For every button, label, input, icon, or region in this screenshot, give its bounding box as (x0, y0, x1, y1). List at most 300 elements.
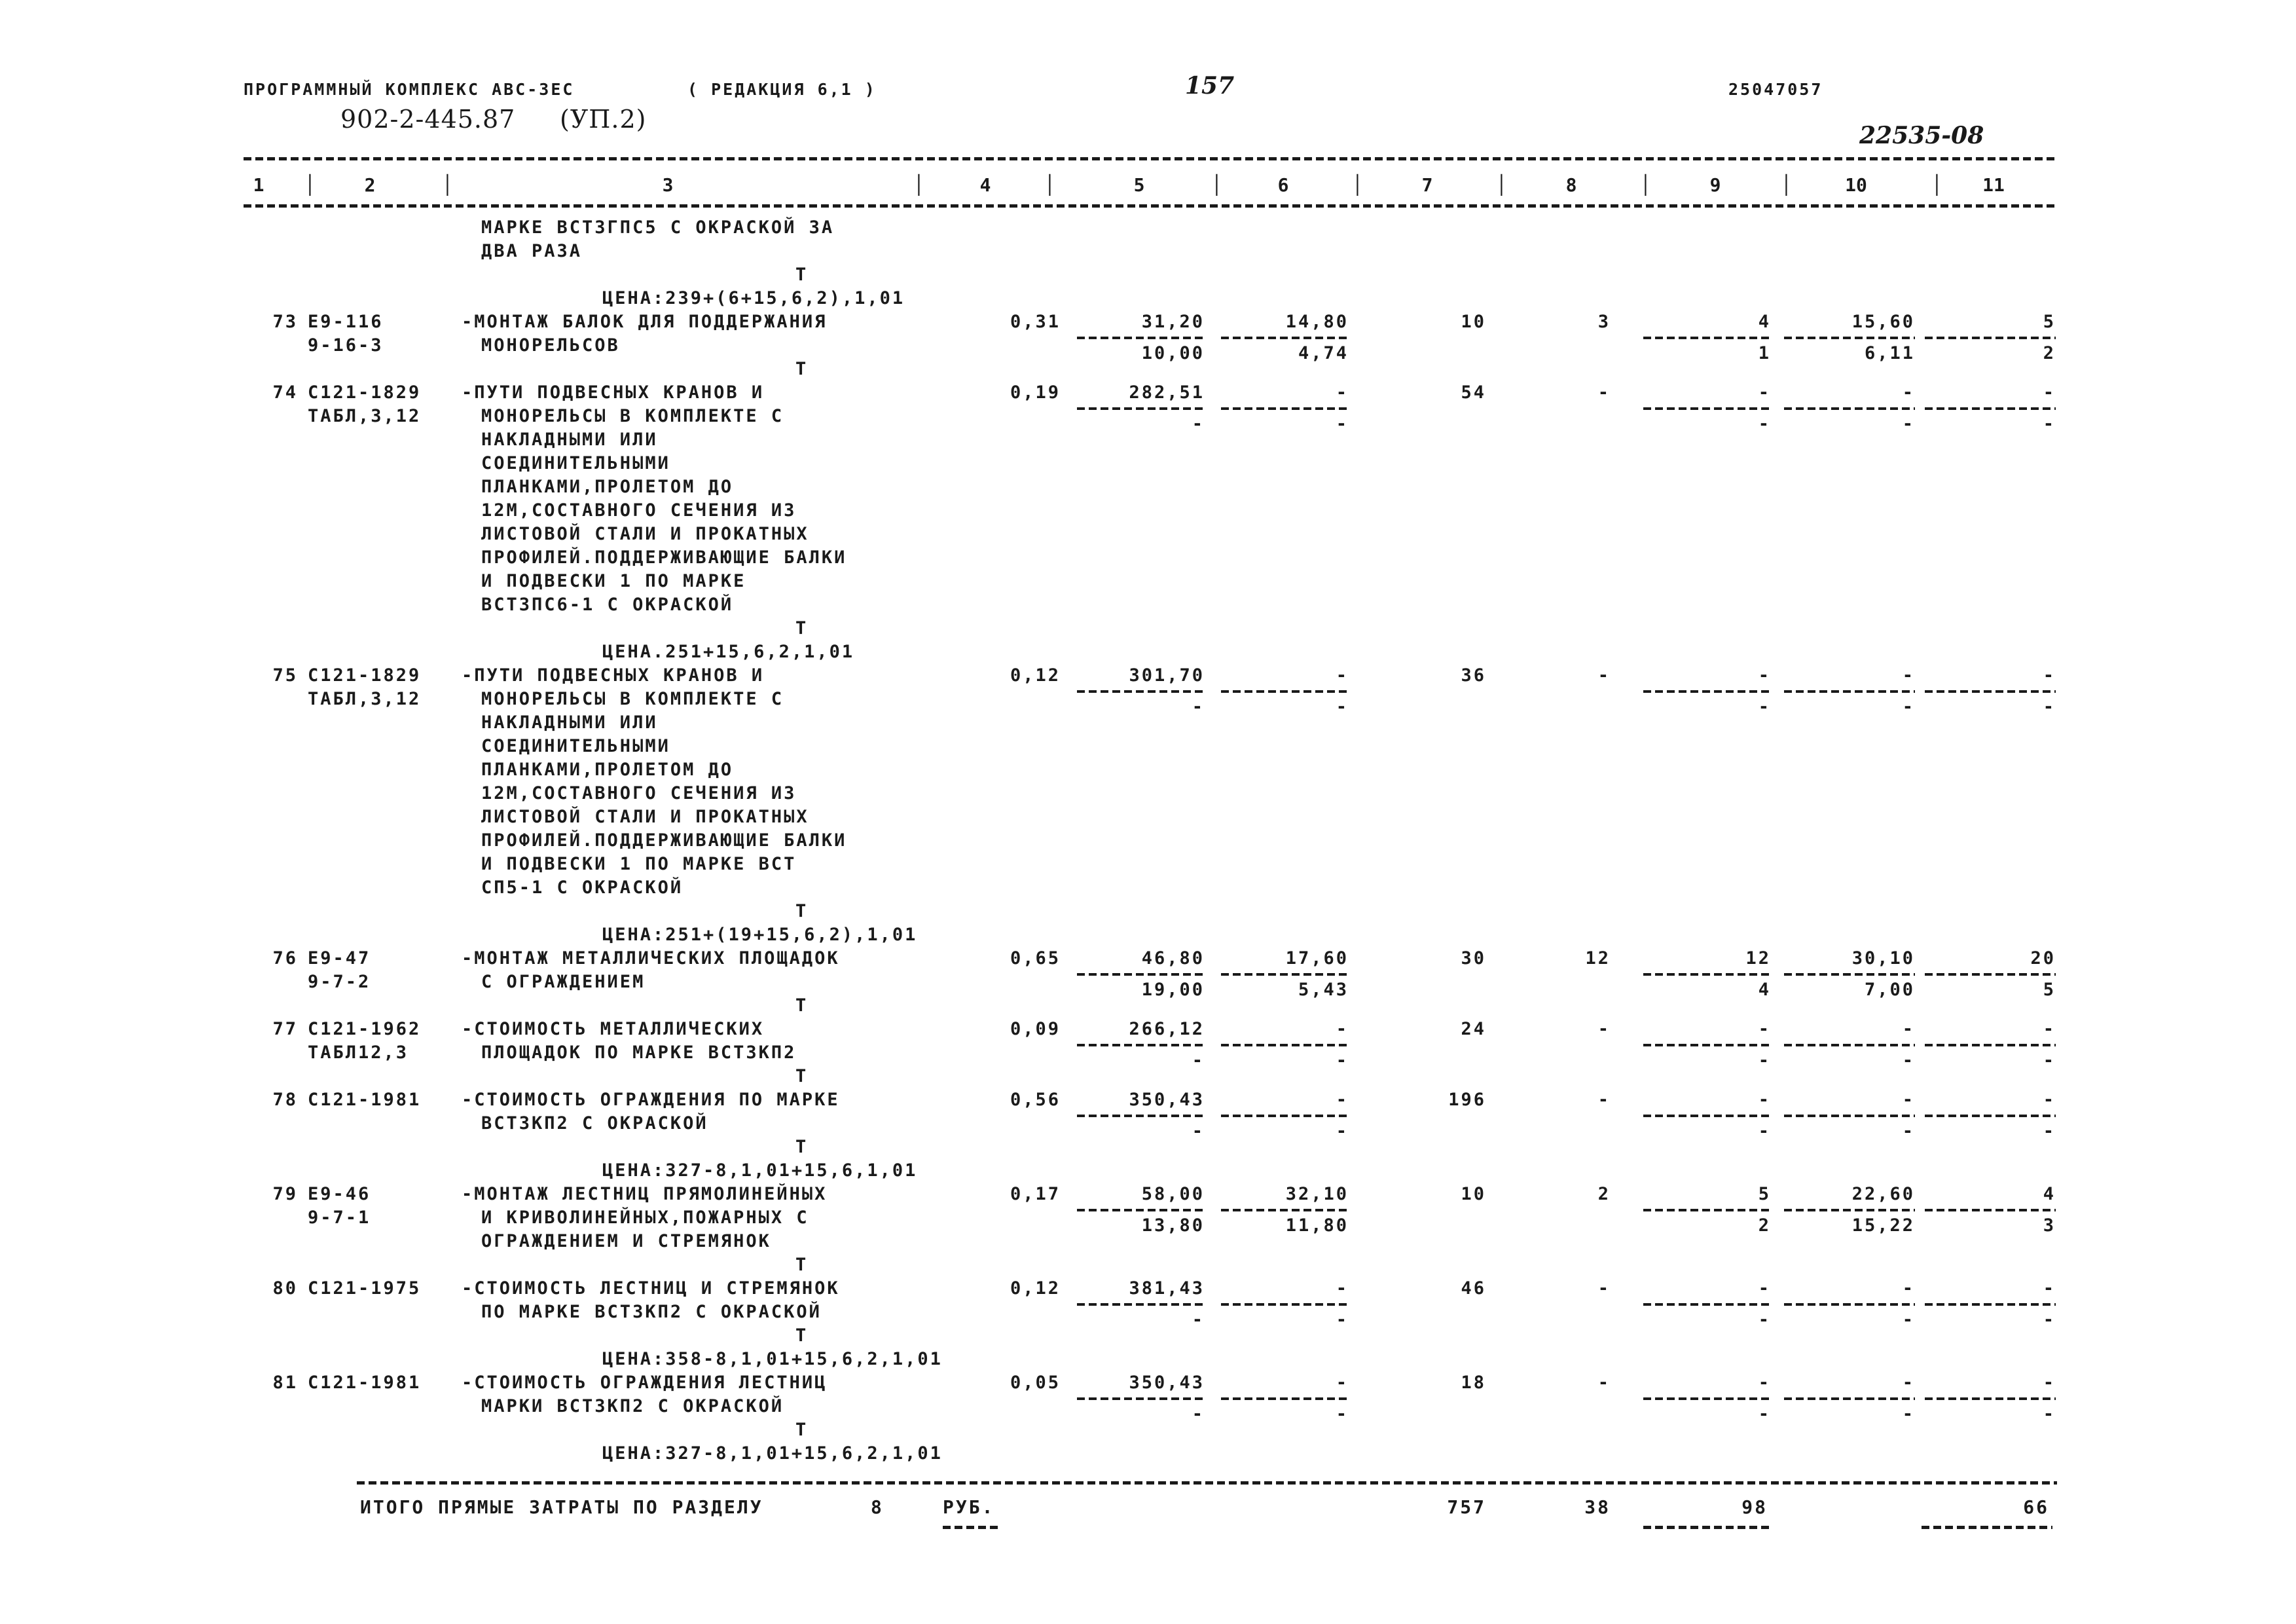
cost-col5-rule (1077, 973, 1205, 976)
table-row (0, 216, 2296, 310)
description-line: ПРОФИЛЕЙ.ПОДДЕРЖИВАЮЩИЕ БАЛКИ (481, 547, 847, 568)
description-line: И ПОДВЕСКИ 1 ПО МАРКЕ (481, 571, 746, 591)
column-separator: │ (1496, 174, 1507, 196)
row-number: 75 (272, 665, 298, 686)
row-number: 79 (272, 1184, 298, 1204)
cost-col5-value: 31,20 (1141, 312, 1205, 332)
value-col9 (1643, 1183, 1771, 1238)
column-number: 4 (979, 174, 991, 196)
row-number: 73 (272, 312, 298, 332)
value-col10-value-2: - (1902, 1050, 1915, 1071)
total-col11-rule (1922, 1526, 2052, 1529)
total-unit: РУБ. (943, 1496, 995, 1518)
description-line: МОНОРЕЛЬСЫ В КОМПЛЕКТЕ С (481, 406, 784, 426)
value-col8: 12 (1585, 948, 1611, 969)
cost-col6-value-2: - (1336, 1050, 1349, 1071)
value-col9-value: 12 (1745, 948, 1771, 969)
value-col9 (1643, 1088, 1771, 1143)
value-col10-value: 22,60 (1851, 1184, 1915, 1204)
norm-code: С121-1962 (308, 1019, 422, 1039)
header-bottom-rule (244, 204, 2057, 208)
value-col7: 10 (1461, 1184, 1486, 1204)
value-col11-value: - (2043, 1090, 2056, 1110)
unit-marker: Т (795, 618, 809, 638)
norm-code: С121-1829 (308, 665, 422, 686)
table-row (0, 1088, 2296, 1183)
value-col11-rule (1925, 407, 2056, 410)
unit-marker: Т (795, 995, 809, 1016)
value-col9-value-2: - (1758, 697, 1771, 717)
description-line: ВСТ3ПС6-1 С ОКРАСКОЙ (481, 595, 734, 615)
cost-col6 (1221, 381, 1349, 436)
cost-col5-value-2: 19,00 (1141, 980, 1205, 1000)
cost-col6-value: 14,80 (1285, 312, 1349, 332)
row-number: 80 (272, 1278, 298, 1299)
cost-col6-value-2: - (1336, 1310, 1349, 1330)
cost-col6-value: - (1336, 382, 1349, 403)
price-formula: ЦЕНА.251+15,6,2,1,01 (602, 642, 855, 662)
column-separator: │ (1931, 174, 1942, 196)
value-col7: 54 (1461, 382, 1486, 403)
value-col11-value: 5 (2043, 312, 2056, 332)
description-line: СП5-1 С ОКРАСКОЙ (481, 877, 683, 898)
description-line: СОЕДИНИТЕЛЬНЫМИ (481, 453, 670, 473)
value-col10-value: - (1902, 1019, 1915, 1039)
quantity-col4: 0,12 (1010, 1278, 1061, 1299)
value-col9 (1643, 1371, 1771, 1426)
value-col10-rule (1784, 1209, 1915, 1211)
cost-col5-value-2: - (1192, 697, 1205, 717)
price-formula: ЦЕНА:358-8,1,01+15,6,2,1,01 (602, 1349, 943, 1369)
cost-col6 (1221, 1371, 1349, 1426)
column-number: 1 (253, 174, 264, 196)
description-line: -МОНТАЖ ЛЕСТНИЦ ПРЯМОЛИНЕЙНЫХ (462, 1184, 828, 1204)
description-line: И КРИВОЛИНЕЙНЫХ,ПОЖАРНЫХ С (481, 1208, 809, 1228)
norm-code-2: 9-7-2 (308, 972, 371, 992)
norm-code-2: ТАБЛ,3,12 (308, 689, 422, 709)
value-col10-value: - (1902, 382, 1915, 403)
page-number: 157 (1185, 72, 1235, 100)
cost-col6-value: - (1336, 1019, 1349, 1039)
quantity-col4: 0,17 (1010, 1184, 1061, 1204)
description-line: -СТОИМОСТЬ ЛЕСТНИЦ И СТРЕМЯНОК (462, 1278, 840, 1299)
table-row (0, 1183, 2296, 1277)
value-col9-rule (1643, 973, 1771, 976)
description-line: -СТОИМОСТЬ МЕТАЛЛИЧЕСКИХ (462, 1019, 765, 1039)
cost-col5-value: 350,43 (1129, 1090, 1205, 1110)
column-separator: │ (1044, 174, 1055, 196)
column-separator: │ (1640, 174, 1651, 196)
value-col10-value-2: - (1902, 414, 1915, 434)
value-col11-value-2: - (2043, 1310, 2056, 1330)
value-col10 (1784, 1183, 1915, 1238)
cost-col5-value-2: - (1192, 1050, 1205, 1071)
cost-col5 (1077, 1371, 1205, 1426)
value-col9-value: - (1758, 665, 1771, 686)
value-col10 (1784, 947, 1915, 1002)
cost-col6 (1221, 1088, 1349, 1143)
value-col11-rule (1925, 690, 2056, 693)
column-separator: │ (1781, 174, 1792, 196)
price-formula: ЦЕНА:327-8,1,01+15,6,1,01 (602, 1160, 918, 1181)
value-col11 (1925, 947, 2056, 1002)
unit-marker: Т (795, 1325, 809, 1346)
edition: ( РЕДАКЦИЯ 6,1 ) (687, 80, 877, 99)
cost-col5-value: 46,80 (1141, 948, 1205, 969)
description-line: СОЕДИНИТЕЛЬНЫМИ (481, 736, 670, 756)
value-col9-value-2: 1 (1758, 343, 1771, 363)
cost-col6-value-2: 4,74 (1298, 343, 1349, 363)
description-line: ПРОФИЛЕЙ.ПОДДЕРЖИВАЮЩИЕ БАЛКИ (481, 830, 847, 851)
quantity-col4: 0,12 (1010, 665, 1061, 686)
value-col11-rule (1925, 1397, 2056, 1400)
total-col7: 757 (1447, 1496, 1486, 1518)
total-col11: 66 (2023, 1496, 2049, 1518)
description-line: ПЛАНКАМИ,ПРОЛЕТОМ ДО (481, 477, 734, 497)
description-line: ОГРАЖДЕНИЕМ И СТРЕМЯНОК (481, 1231, 771, 1251)
value-col10 (1784, 381, 1915, 436)
value-col11-value: - (2043, 665, 2056, 686)
price-formula: ЦЕНА:327-8,1,01+15,6,2,1,01 (602, 1443, 943, 1464)
cost-col6-value-2: - (1336, 414, 1349, 434)
cost-col5 (1077, 1018, 1205, 1073)
value-col10-rule (1784, 337, 1915, 339)
value-col9-value-2: - (1758, 1121, 1771, 1141)
cost-col6-rule (1221, 407, 1349, 410)
value-col11-rule (1925, 973, 2056, 976)
description-line: ЛИСТОВОЙ СТАЛИ И ПРОКАТНЫХ (481, 807, 809, 827)
description-line: 12М,СОСТАВНОГО СЕЧЕНИЯ ИЗ (481, 500, 797, 521)
value-col10 (1784, 1088, 1915, 1143)
value-col9-value-2: - (1758, 1404, 1771, 1424)
column-number: 5 (1133, 174, 1145, 196)
value-col9 (1643, 381, 1771, 436)
value-col11-rule (1925, 1115, 2056, 1117)
value-col9-rule (1643, 1044, 1771, 1046)
total-label: ИТОГО ПРЯМЫЕ ЗАТРАТЫ ПО РАЗДЕЛУ (360, 1496, 763, 1518)
unit-marker: Т (795, 1255, 809, 1275)
quantity-col4: 0,65 (1010, 948, 1061, 969)
description-line: -ПУТИ ПОДВЕСНЫХ КРАНОВ И (462, 382, 765, 403)
column-number: 7 (1421, 174, 1433, 196)
cost-col5-value: 301,70 (1129, 665, 1205, 686)
row-number: 81 (272, 1373, 298, 1393)
unit-marker: Т (795, 1420, 809, 1440)
cost-col6 (1221, 1018, 1349, 1073)
column-number: 3 (662, 174, 674, 196)
cost-col6-value-2: - (1336, 1404, 1349, 1424)
cost-col5 (1077, 664, 1205, 719)
value-col11-value-2: - (2043, 414, 2056, 434)
value-col9-value-2: - (1758, 1310, 1771, 1330)
quantity-col4: 0,31 (1010, 312, 1061, 332)
norm-code-2: 9-16-3 (308, 335, 384, 356)
row-number: 78 (272, 1090, 298, 1110)
value-col11 (1925, 1088, 2056, 1143)
column-number: 6 (1277, 174, 1289, 196)
value-col11-value-2: - (2043, 697, 2056, 717)
description-line: -ПУТИ ПОДВЕСНЫХ КРАНОВ И (462, 665, 765, 686)
value-col9-value: - (1758, 1278, 1771, 1299)
row-number: 74 (272, 382, 298, 403)
cost-col5 (1077, 1183, 1205, 1238)
value-col11 (1925, 381, 2056, 436)
value-col11 (1925, 1371, 2056, 1426)
cost-col6-rule (1221, 1397, 1349, 1400)
value-col11-value: 20 (2030, 948, 2056, 969)
description-line: ПЛОЩАДОК ПО МАРКЕ ВСТ3КП2 (481, 1043, 797, 1063)
value-col9-value: - (1758, 1090, 1771, 1110)
description-line: -МОНТАЖ МЕТАЛЛИЧЕСКИХ ПЛОЩАДОК (462, 948, 840, 969)
cost-col6 (1221, 1277, 1349, 1332)
description-line: МАРКЕ ВСТ3ГПС5 С ОКРАСКОЙ ЗА (481, 217, 835, 238)
value-col10 (1784, 310, 1915, 365)
document-code: 25047057 (1728, 80, 1823, 99)
cost-col5-rule (1077, 1115, 1205, 1117)
cost-col6-rule (1221, 1115, 1349, 1117)
description-line: НАКЛАДНЫМИ ИЛИ (481, 712, 658, 733)
column-separator: │ (442, 174, 453, 196)
value-col10-value: 15,60 (1851, 312, 1915, 332)
cost-col5 (1077, 310, 1205, 365)
value-col11 (1925, 1183, 2056, 1238)
cost-col6-value-2: 5,43 (1298, 980, 1349, 1000)
cost-col6-rule (1221, 690, 1349, 693)
value-col11-value-2: 5 (2043, 980, 2056, 1000)
unit-marker: Т (795, 901, 809, 921)
value-col11-value: - (2043, 1373, 2056, 1393)
volume-label: (УП.2) (560, 105, 647, 134)
table-row (0, 310, 2296, 381)
value-col9-rule (1643, 337, 1771, 339)
cost-col5-rule (1077, 1303, 1205, 1306)
description-line: ДВА РАЗА (481, 241, 583, 261)
cost-col5-rule (1077, 1044, 1205, 1046)
value-col11 (1925, 1018, 2056, 1073)
table-row (0, 664, 2296, 947)
value-col10-value: - (1902, 1373, 1915, 1393)
value-col10-rule (1784, 407, 1915, 410)
cost-col5-value: 58,00 (1141, 1184, 1205, 1204)
value-col9 (1643, 1018, 1771, 1073)
table-row (0, 947, 2296, 1018)
column-number: 11 (1982, 174, 2005, 196)
column-separator: │ (1352, 174, 1363, 196)
value-col11-value-2: - (2043, 1050, 2056, 1071)
table-row (0, 1277, 2296, 1371)
description-line: МОНОРЕЛЬСЫ В КОМПЛЕКТЕ С (481, 689, 784, 709)
quantity-col4: 0,19 (1010, 382, 1061, 403)
norm-code: С121-1981 (308, 1373, 422, 1393)
description-line: ПО МАРКЕ ВСТ3КП2 С ОКРАСКОЙ (481, 1302, 822, 1322)
value-col11-rule (1925, 1044, 2056, 1046)
cost-col6-value-2: - (1336, 1121, 1349, 1141)
total-col9: 98 (1741, 1496, 1768, 1518)
value-col9-rule (1643, 1303, 1771, 1306)
cost-col5-value: 266,12 (1129, 1019, 1205, 1039)
value-col9-value: 5 (1758, 1184, 1771, 1204)
description-line: МАРКИ ВСТ3КП2 С ОКРАСКОЙ (481, 1396, 784, 1416)
cost-col6-value: - (1336, 665, 1349, 686)
norm-code-2: ТАБЛ12,3 (308, 1043, 409, 1063)
value-col11-rule (1925, 337, 2056, 339)
value-col11-value-2: 2 (2043, 343, 2056, 363)
value-col7: 36 (1461, 665, 1486, 686)
value-col7: 46 (1461, 1278, 1486, 1299)
value-col10 (1784, 1277, 1915, 1332)
project-number: 902-2-445.87 (340, 105, 516, 134)
cost-col5-value-2: - (1192, 1121, 1205, 1141)
estimate-table (0, 216, 2296, 1466)
cost-col6-value: - (1336, 1278, 1349, 1299)
cost-col6 (1221, 1183, 1349, 1238)
unit-marker: Т (795, 1066, 809, 1086)
total-col9-rule (1643, 1526, 1771, 1529)
column-number: 9 (1709, 174, 1721, 196)
norm-code: Е9-47 (308, 948, 371, 969)
table-row (0, 1371, 2296, 1466)
table-row (0, 381, 2296, 664)
cost-col5-value: 350,43 (1129, 1373, 1205, 1393)
value-col11-value: 4 (2043, 1184, 2056, 1204)
cost-col5-rule (1077, 407, 1205, 410)
cost-col6-value: 32,10 (1285, 1184, 1349, 1204)
value-col8: - (1597, 382, 1611, 403)
cost-col5 (1077, 1277, 1205, 1332)
value-col9 (1643, 947, 1771, 1002)
value-col10 (1784, 1018, 1915, 1073)
value-col10-value-2: 7,00 (1864, 980, 1915, 1000)
inventory-number: 22535-08 (1859, 122, 1984, 149)
cost-col6-rule (1221, 973, 1349, 976)
column-separator: │ (913, 174, 924, 196)
cost-col6-rule (1221, 1044, 1349, 1046)
value-col7: 30 (1461, 948, 1486, 969)
value-col11 (1925, 1277, 2056, 1332)
value-col9 (1643, 1277, 1771, 1332)
cost-col6-value: 17,60 (1285, 948, 1349, 969)
value-col7: 10 (1461, 312, 1486, 332)
value-col11-value-2: - (2043, 1121, 2056, 1141)
table-row (0, 1018, 2296, 1088)
quantity-col4: 0,56 (1010, 1090, 1061, 1110)
value-col9-value-2: - (1758, 1050, 1771, 1071)
value-col7: 196 (1448, 1090, 1486, 1110)
value-col9-value: 4 (1758, 312, 1771, 332)
cost-col5-rule (1077, 1397, 1205, 1400)
value-col11-value: - (2043, 1019, 2056, 1039)
value-col10-value-2: - (1902, 1310, 1915, 1330)
cost-col6 (1221, 310, 1349, 365)
description-line: И ПОДВЕСКИ 1 ПО МАРКЕ ВСТ (481, 854, 797, 874)
cost-col5-rule (1077, 1209, 1205, 1211)
cost-col6-value-2: - (1336, 697, 1349, 717)
value-col10-value-2: 6,11 (1864, 343, 1915, 363)
description-line: 12М,СОСТАВНОГО СЕЧЕНИЯ ИЗ (481, 783, 797, 803)
value-col7: 18 (1461, 1373, 1486, 1393)
column-separator: │ (304, 174, 316, 196)
cost-col6-value: - (1336, 1090, 1349, 1110)
price-formula: ЦЕНА:251+(19+15,6,2),1,01 (602, 925, 918, 945)
value-col10-value-2: 15,22 (1851, 1215, 1915, 1236)
value-col11 (1925, 664, 2056, 719)
description-line: МОНОРЕЛЬСОВ (481, 335, 620, 356)
value-col11-value-2: 3 (2043, 1215, 2056, 1236)
value-col9-value: - (1758, 1373, 1771, 1393)
value-col9-value-2: - (1758, 414, 1771, 434)
description-line: ЛИСТОВОЙ СТАЛИ И ПРОКАТНЫХ (481, 524, 809, 544)
value-col10-value-2: - (1902, 1121, 1915, 1141)
value-col10-value: - (1902, 665, 1915, 686)
cost-col6-rule (1221, 337, 1349, 339)
unit-marker: Т (795, 359, 809, 379)
value-col10-value-2: - (1902, 697, 1915, 717)
value-col10 (1784, 1371, 1915, 1426)
cost-col6-value-2: 11,80 (1285, 1215, 1349, 1236)
total-col8: 38 (1584, 1496, 1611, 1518)
value-col9 (1643, 310, 1771, 365)
cost-col5-value-2: 10,00 (1141, 343, 1205, 363)
value-col9-rule (1643, 690, 1771, 693)
value-col8: - (1597, 1373, 1611, 1393)
cost-col6 (1221, 947, 1349, 1002)
cost-col5-value: 381,43 (1129, 1278, 1205, 1299)
value-col11 (1925, 310, 2056, 365)
row-number: 76 (272, 948, 298, 969)
value-col10 (1784, 664, 1915, 719)
value-col11-rule (1925, 1303, 2056, 1306)
norm-code: С121-1829 (308, 382, 422, 403)
value-col11-value: - (2043, 382, 2056, 403)
cost-col5 (1077, 381, 1205, 436)
description-line: НАКЛАДНЫМИ ИЛИ (481, 430, 658, 450)
column-number: 8 (1565, 174, 1577, 196)
cost-col6-rule (1221, 1303, 1349, 1306)
value-col9 (1643, 664, 1771, 719)
value-col10-rule (1784, 1303, 1915, 1306)
value-col8: 2 (1597, 1184, 1611, 1204)
value-col11-value: - (2043, 1278, 2056, 1299)
value-col9-rule (1643, 1115, 1771, 1117)
value-col8: - (1597, 1019, 1611, 1039)
value-col10-value: 30,10 (1851, 948, 1915, 969)
cost-col5-value-2: - (1192, 414, 1205, 434)
norm-code-2: 9-7-1 (308, 1208, 371, 1228)
column-separator: │ (1211, 174, 1222, 196)
value-col9-rule (1643, 1397, 1771, 1400)
cost-col6-rule (1221, 1209, 1349, 1211)
quantity-col4: 0,09 (1010, 1019, 1061, 1039)
total-section-number: 8 (871, 1496, 884, 1518)
description-line: -СТОИМОСТЬ ОГРАЖДЕНИЯ ЛЕСТНИЦ (462, 1373, 828, 1393)
value-col9-rule (1643, 1209, 1771, 1211)
unit-marker: Т (795, 265, 809, 285)
cost-col5-value-2: - (1192, 1310, 1205, 1330)
value-col10-value: - (1902, 1090, 1915, 1110)
norm-code: Е9-46 (308, 1184, 371, 1204)
value-col9-value-2: 2 (1758, 1215, 1771, 1236)
column-number: 10 (1845, 174, 1867, 196)
value-col10-rule (1784, 1044, 1915, 1046)
value-col9-value: - (1758, 382, 1771, 403)
value-col7: 24 (1461, 1019, 1486, 1039)
norm-code: Е9-116 (308, 312, 384, 332)
value-col10-rule (1784, 1115, 1915, 1117)
total-top-rule (357, 1481, 2057, 1485)
description-line: -МОНТАЖ БАЛОК ДЛЯ ПОДДЕРЖАНИЯ (462, 312, 828, 332)
value-col8: - (1597, 1278, 1611, 1299)
norm-code: С121-1975 (308, 1278, 422, 1299)
